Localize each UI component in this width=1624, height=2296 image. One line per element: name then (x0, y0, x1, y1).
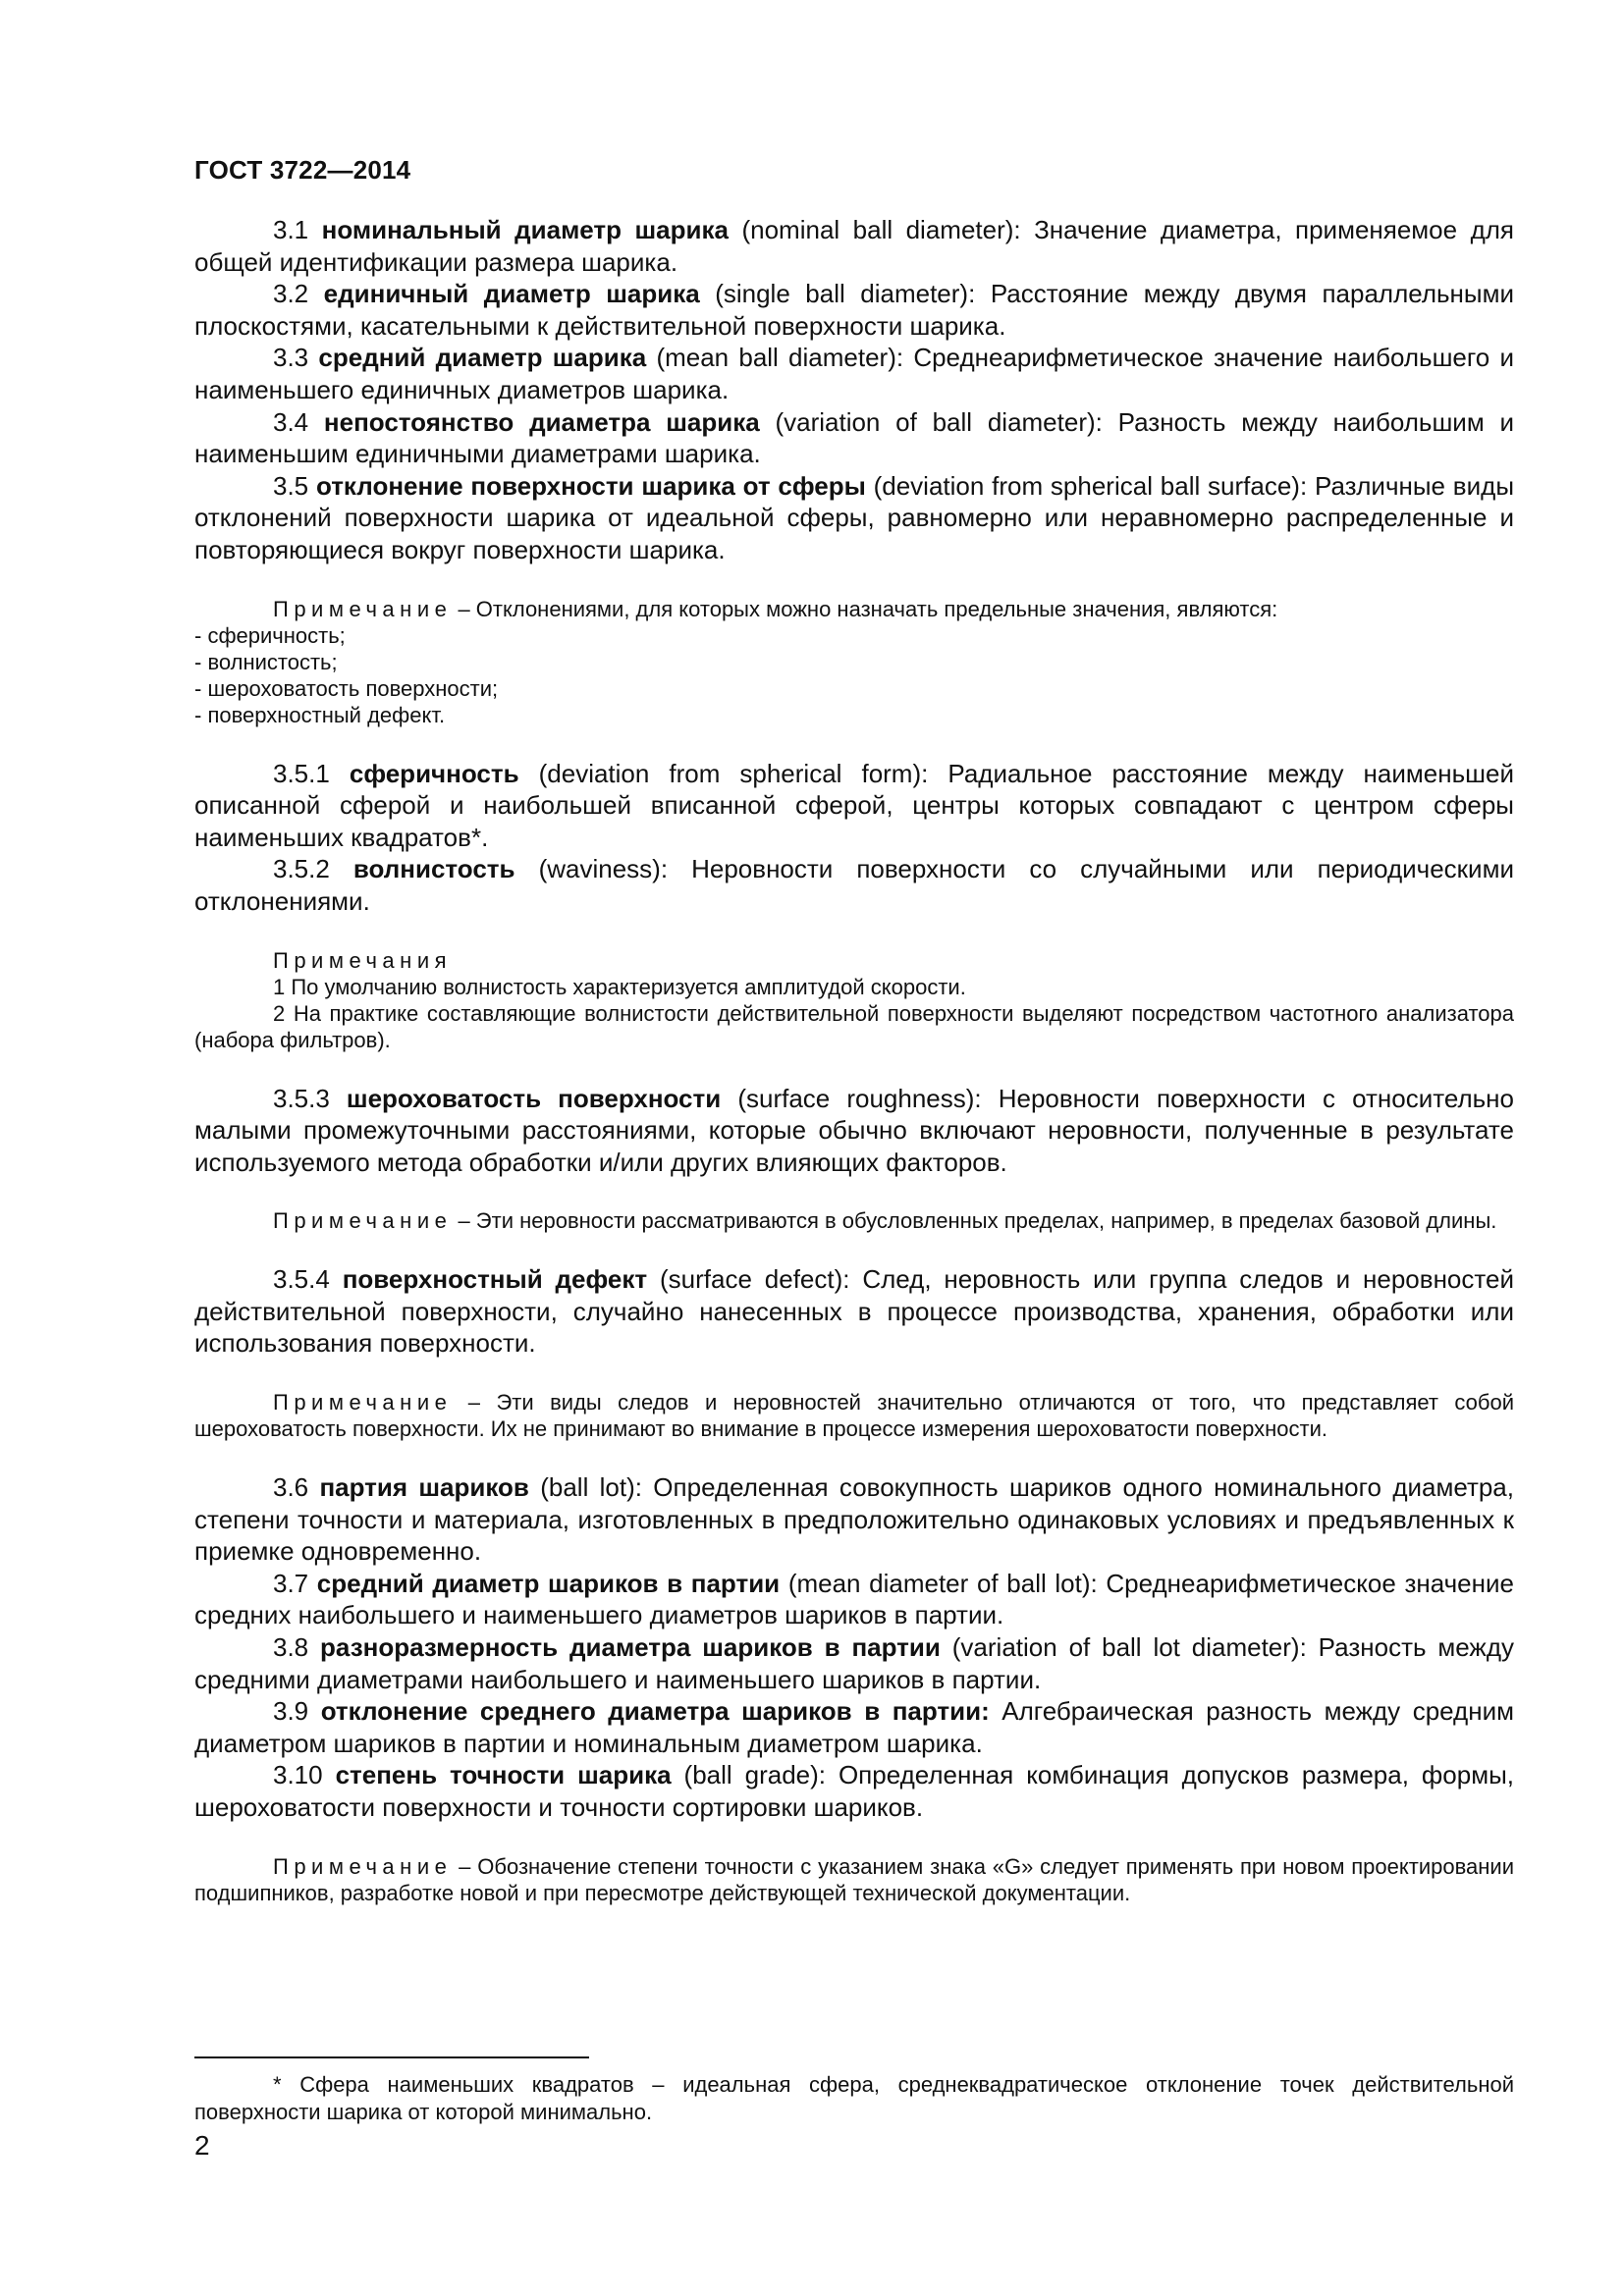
term-3-4 (194, 406, 1514, 470)
term-number: 3.9 (273, 1696, 309, 1727)
term-definition: : Разность между средними диаметрами наибольшего и наименьшего шариков в партии. (194, 1632, 1514, 1694)
term-number: 3.6 (273, 1472, 309, 1503)
term-3-1 (194, 214, 1514, 278)
note-3-5-4 (194, 1389, 1514, 1442)
note-text: – Обозначение степени точности с указанием знака «G» следует применять при новом проектировании подшипников, разработке новой и при пересмотре действующей технической документации. (194, 1853, 1514, 1905)
document-page (194, 0, 1514, 2296)
term-english: (waviness) (538, 854, 661, 884)
note-text: – Эти неровности рассматриваются в обусловленных пределах, например, в пределах базовой длины. (452, 1208, 1497, 1234)
term-definition: : Неровности поверхности со случайными или периодическими отклонениями. (194, 854, 1514, 916)
term-english: (variation of ball diameter) (775, 406, 1096, 437)
note-item: 2 На практике составляющие волнистости действительной поверхности выделяют посредством частотного анализатора (набора фильтров). (194, 1000, 1514, 1052)
term-number: 3.5.2 (273, 854, 330, 884)
term-definition: : След, неровность или группа следов и неровностей действительной поверхности, случайно нанесенных в процессе производства, хранения, обработки или использования поверхности. (194, 1264, 1514, 1359)
term-definition: : Среднеарифметическое значение наибольшего и наименьшего единичных диаметров шарика. (194, 343, 1515, 404)
term-3-3 (194, 342, 1514, 405)
term-definition: : Радиальное расстояние между наименьшей описанной сферой и наибольшей вписанной сферой, центры которых совпадают с центром сферы наименьших квадратов*. (194, 758, 1514, 852)
note-list-item: - волнистость; (194, 649, 338, 674)
term-english: (deviation from spherical form) (538, 758, 922, 788)
term-number: 3.10 (273, 1760, 323, 1790)
term-definition: Алгебраическая разность между средним диаметром шариков в партии и номинальным диаметром шарика. (194, 1696, 1514, 1758)
note-label: Примечание (273, 1390, 453, 1415)
term-name: номинальный диаметр шарика (321, 215, 729, 244)
term-name: средний диаметр шарика (318, 343, 647, 373)
term-name: поверхностный дефект (342, 1264, 648, 1295)
term-english: (surface roughness) (737, 1083, 975, 1113)
note-label: Примечание (273, 1853, 453, 1879)
note-label: Примечания (273, 947, 453, 973)
term-definition: : Разность между наибольшим и наименьшим единичными диаметрами шарика. (194, 406, 1514, 469)
term-definition: : Определенная совокупность шариков одного номинального диаметра, степени точности и материала, изготовленных в предположительно одинаковых условиях и предъявленных к приемке одновременно. (194, 1472, 1514, 1567)
term-name: непостоянство диаметра шарика (323, 406, 760, 437)
term-definition: : Неровности поверхности с относительно малыми промежуточными расстояниями, которые обычно включают неровности, полученные в результате используемого метода обработки и/или других влияющих факторов. (194, 1083, 1514, 1177)
term-english: (ball grade) (683, 1760, 819, 1790)
term-number: 3.4 (273, 406, 309, 437)
term-name: разноразмерность диаметра шариков в партии (320, 1632, 941, 1663)
note-list-item: - сферичность; (194, 622, 346, 648)
document-header: ГОСТ 3722—2014 (194, 155, 411, 185)
notes-3-5-2-label (194, 947, 1514, 974)
term-number: 3.7 (273, 1568, 309, 1598)
term-name: отклонение среднего диаметра шариков в партии: (320, 1696, 990, 1727)
footnote: * Сфера наименьших квадратов – идеальная сфера, среднеквадратическое отклонение точек действительной поверхности шарика от которой минимально. (194, 2072, 1514, 2124)
term-3-10 (194, 1759, 1514, 1823)
term-name: партия шариков (319, 1472, 529, 1503)
note-item: 1 По умолчанию волнистость характеризуется амплитудой скорости. (273, 974, 966, 999)
term-english: (variation of ball lot diameter) (951, 1632, 1300, 1663)
term-3-6 (194, 1471, 1514, 1568)
term-number: 3.5.1 (273, 758, 330, 788)
term-3-9 (194, 1695, 1514, 1759)
term-english: (nominal ball diameter) (741, 215, 1014, 244)
term-number: 3.5.4 (273, 1264, 330, 1295)
term-number: 3.5 (273, 470, 309, 501)
page-number: 2 (194, 2130, 210, 2161)
term-number: 3.5.3 (273, 1083, 330, 1113)
term-name: средний диаметр шариков в партии (316, 1568, 781, 1598)
term-name: сферичность (349, 758, 519, 788)
term-3-8 (194, 1631, 1514, 1695)
note-list-item: - поверхностный дефект. (194, 702, 446, 727)
term-definition: : Определенная комбинация допусков размера, формы, шероховатости поверхности и точности сортировки шариков. (194, 1760, 1514, 1822)
term-definition: : Значение диаметра, применяемое для общей идентификации размера шарика. (194, 215, 1514, 277)
note-3-5-3 (194, 1207, 1514, 1234)
term-english: (surface defect) (660, 1264, 843, 1295)
note-label: Примечание (273, 596, 453, 621)
term-english: (mean ball diameter) (656, 343, 896, 373)
term-number: 3.3 (273, 343, 309, 373)
term-english: (ball lot) (540, 1472, 635, 1503)
note-label: Примечание (273, 1208, 453, 1234)
term-english: (single ball diameter) (715, 279, 969, 309)
term-name: волнистость (352, 854, 515, 884)
term-3-5-3 (194, 1083, 1514, 1179)
term-definition: : Среднеарифметическое значение средних наибольшего и наименьшего диаметров шариков в партии. (194, 1568, 1514, 1630)
term-3-5-2 (194, 853, 1514, 917)
note-3-5 (194, 596, 1514, 622)
note-text: – Отклонениями, для которых можно назначать предельные значения, являются: (452, 596, 1278, 621)
footnote-divider (194, 2056, 589, 2058)
term-number: 3.8 (273, 1632, 309, 1663)
note-3-10 (194, 1853, 1514, 1906)
term-3-5 (194, 470, 1514, 566)
document-body (194, 214, 1514, 1906)
term-3-5-4 (194, 1263, 1514, 1360)
term-definition: : Расстояние между двумя параллельными плоскостями, касательными к действительной поверхности шарика. (194, 279, 1515, 341)
term-english: (mean diameter of ball lot) (787, 1568, 1091, 1598)
term-number: 3.2 (273, 279, 309, 309)
term-number: 3.1 (273, 215, 309, 244)
term-3-2 (194, 278, 1514, 342)
term-name: отклонение поверхности шарика от сферы (315, 470, 866, 501)
note-list-item: - шероховатость поверхности; (194, 675, 499, 701)
term-3-5-1 (194, 758, 1514, 854)
note-text: – Эти виды следов и неровностей значительно отличаются от того, что представляет собой шероховатость поверхности. Их не принимают во внимание в процессе измерения шероховатости поверхности. (194, 1390, 1514, 1442)
term-name: шероховатость поверхности (346, 1083, 722, 1113)
term-english: (deviation from spherical ball surface) (873, 470, 1300, 501)
term-name: степень точности шарика (335, 1760, 672, 1790)
term-name: единичный диаметр шарика (323, 279, 700, 309)
term-definition: : Различные виды отклонений поверхности шарика от идеальной сферы, равномерно или неравномерно распределенные и повторяющиеся вокруг поверхности шарика. (194, 470, 1515, 564)
term-3-7 (194, 1568, 1514, 1631)
